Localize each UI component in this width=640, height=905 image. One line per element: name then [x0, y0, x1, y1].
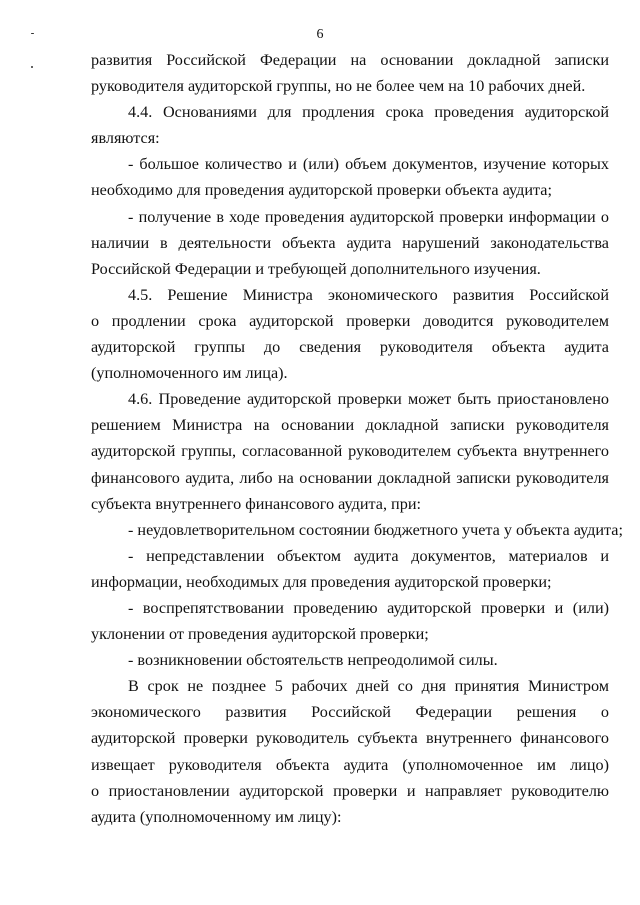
text-line: (уполномоченного им лица).: [91, 364, 288, 383]
text-line: Российской Федерации и требующей дополнительного изучения.: [91, 259, 541, 278]
paragraph-4-6: 4.6. Проведение аудиторской проверки может быть приостановлено: [128, 390, 609, 409]
text-line: экономического развития Российской Федерации решения о: [91, 703, 609, 722]
text-line: наличии в деятельности объекта аудита нарушений законодательства: [91, 233, 609, 252]
list-item: - неудовлетворительном состоянии бюджетного учета у объекта аудита;: [128, 520, 623, 539]
text-line: финансового аудита, либо на основании докладной записки руководителя: [91, 468, 609, 487]
scan-speck: [31, 66, 33, 68]
page-number: 6: [316, 27, 324, 42]
list-item: - большое количество и (или) объем документов, изучение которых: [128, 155, 609, 174]
list-item: - получение в ходе проведения аудиторской проверки информации о: [128, 207, 609, 226]
text-line: субъекта внутреннего финансового аудита, при:: [91, 494, 421, 513]
text-line: развития Российской Федерации на основании докладной записки: [91, 51, 609, 69]
paragraph-4-4: 4.4. Основаниями для продления срока проведения аудиторской: [128, 103, 609, 122]
text-line: необходимо для проведения аудиторской проверки объекта аудита;: [91, 181, 552, 200]
text-line: извещает руководителя объекта аудита (уполномоченное им лицо): [91, 755, 609, 774]
text-line: информации, необходимых для проведения аудиторской проверки;: [91, 572, 552, 591]
text-line: о приостановлении аудиторской проверки и направляет руководителю: [91, 781, 609, 800]
document-body: [91, 47, 623, 830]
text-line: уклонении от проведения аудиторской проверки;: [91, 625, 429, 644]
list-item: - воспрепятствовании проведению аудиторской проверки и (или): [128, 598, 609, 617]
text-line: решением Министра на основании докладной записки руководителя: [91, 416, 609, 435]
text-line: аудиторской группы, согласованной руководителем субъекта внутреннего: [91, 442, 609, 461]
text-line: аудита (уполномоченному им лицу):: [91, 807, 342, 826]
scan-speck: [31, 33, 34, 34]
text-line: о продлении срока аудиторской проверки доводится руководителем: [91, 311, 609, 330]
paragraph-suspension-notice: В срок не позднее 5 рабочих дней со дня принятия Министром: [128, 677, 609, 696]
text-line: аудиторской группы до сведения руководителя объекта аудита: [91, 338, 609, 357]
list-item: - возникновении обстоятельств непреодолимой силы.: [128, 651, 498, 670]
list-item: - непредставлении объектом аудита документов, материалов и: [128, 546, 609, 565]
text-line: являются:: [91, 129, 160, 148]
paragraph-4-5: 4.5. Решение Министра экономического развития Российской: [128, 285, 609, 304]
text-line: аудиторской проверки руководитель субъекта внутреннего финансового: [91, 729, 609, 748]
text-line: руководителя аудиторской группы, но не более чем на 10 рабочих дней.: [91, 77, 586, 96]
